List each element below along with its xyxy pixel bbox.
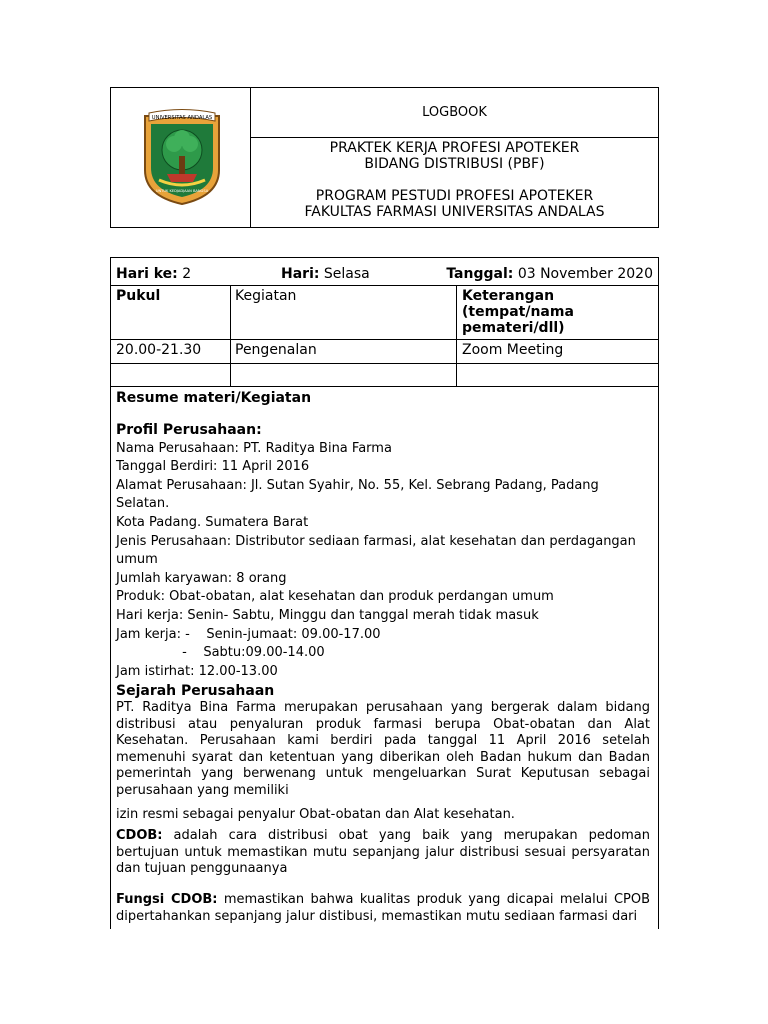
program-line-3: PROGRAM PESTUDI PROFESI APOTEKER (315, 188, 594, 204)
profil-line: Tanggal Berdiri: 11 April 2016 (116, 459, 310, 475)
day-info (116, 266, 653, 286)
date: Tanggal: 03 November 2020 (446, 266, 653, 282)
profil-line: Jam kerja: - Senin-jumaat: 09.00-17.00 (116, 626, 381, 642)
table-cell-kegiatan: Pengenalan (235, 342, 317, 358)
logo-label: UNIVERSITAS ANDALAS (151, 115, 213, 121)
profil-line: Jumlah karyawan: 8 orang (116, 570, 287, 586)
logbook-title: LOGBOOK (251, 88, 658, 138)
fungsi-text: memastikan bahwa kualitas produk yang dicapai melalui CPOB dipertahankan sepanjang jalur distibusi, memastikan mutu sediaan farmasi dari (116, 892, 651, 924)
profil-section (116, 421, 650, 681)
profil-line: umum (116, 552, 158, 568)
program-line-1: PRAKTEK KERJA PROFESI APOTEKER (329, 140, 580, 156)
logo-motto: UNTUK KEDJADJAAN BANGSA (155, 189, 209, 193)
col-header-keterangan: Keterangan (tempat/nama pemateri/dll) (462, 288, 574, 336)
table-cell-keterangan: Zoom Meeting (462, 342, 564, 358)
program-info (251, 138, 658, 228)
cdob-text: adalah cara distribusi obat yang baik yang merupakan pedoman bertujuan untuk memastikan mutu sepanjang jalur distribusi sesuai persyaratan dan tujuan penggunaanya (116, 828, 650, 877)
profil-line: Jam istirhat: 12.00-13.00 (116, 663, 278, 679)
sejarah-title: Sejarah Perusahaan (116, 683, 275, 699)
document-header (110, 87, 659, 228)
profil-line: Hari kerja: Senin- Sabtu, Minggu dan tanggal merah tidak masuk (116, 607, 539, 623)
table-divider (111, 363, 658, 364)
sejarah-last-line: izin resmi sebagai penyalur Obat-obatan dan Alat kesehatan. (116, 806, 515, 822)
day-number: Hari ke: 2 (116, 266, 192, 282)
table-column-divider (230, 285, 231, 386)
profil-line: Produk: Obat-obatan, alat kesehatan dan produk perdangan umum (116, 589, 554, 605)
profil-line: Nama Perusahaan: PT. Raditya Bina Farma (116, 440, 392, 456)
university-logo-icon (139, 108, 225, 208)
table-cell-pukul: 20.00-21.30 (116, 342, 202, 358)
resume-title: Resume materi/Kegiatan (116, 390, 312, 406)
sejarah-section (116, 682, 650, 824)
day-name: Hari: Selasa (281, 266, 370, 282)
profil-line: Jenis Perusahaan: Distributor sediaan farmasi, alat kesehatan dan perdagangan (116, 533, 636, 549)
table-border-bottom (111, 386, 658, 387)
cdob-label: CDOB: (116, 828, 163, 843)
profil-title: Profil Perusahaan: (116, 422, 262, 438)
fungsi-paragraph (116, 892, 650, 925)
table-column-divider (456, 285, 457, 386)
program-line-4: FAKULTAS FARMASI UNIVERSITAS ANDALAS (304, 204, 605, 220)
cdob-paragraph (116, 828, 650, 878)
profil-line: - Sabtu:09.00-14.00 (116, 645, 325, 661)
sejarah-text: PT. Raditya Bina Farma merupakan perusahaan yang bergerak dalam bidang distribusi atau penyaluran produk farmasi berupa Obat-obatan dan Alat Kesehatan. Perusahaan kami berdiri pada tanggal 11 April 2016 setelah memenuhi syarat dan ketentuan yang diberikan oleh Badan hukum dan Badan pemerintah yang berwenang untuk mengeluarkan Surat Keputusan sebagai perusahaan yang memiliki (116, 700, 650, 798)
profil-line: Alamat Perusahaan: Jl. Sutan Syahir, No. 55, Kel. Sebrang Padang, Padang Selatan. (116, 477, 599, 512)
logbook-body (110, 257, 659, 929)
table-border-top (111, 285, 658, 286)
table-divider (111, 339, 658, 340)
col-header-kegiatan: Kegiatan (235, 288, 297, 304)
logo-cell (111, 88, 251, 227)
col-header-pukul: Pukul (116, 288, 161, 304)
fungsi-label: Fungsi CDOB: (116, 892, 218, 907)
profil-line: Kota Padang. Sumatera Barat (116, 514, 309, 530)
program-line-2: BIDANG DISTRIBUSI (PBF) (364, 156, 545, 172)
